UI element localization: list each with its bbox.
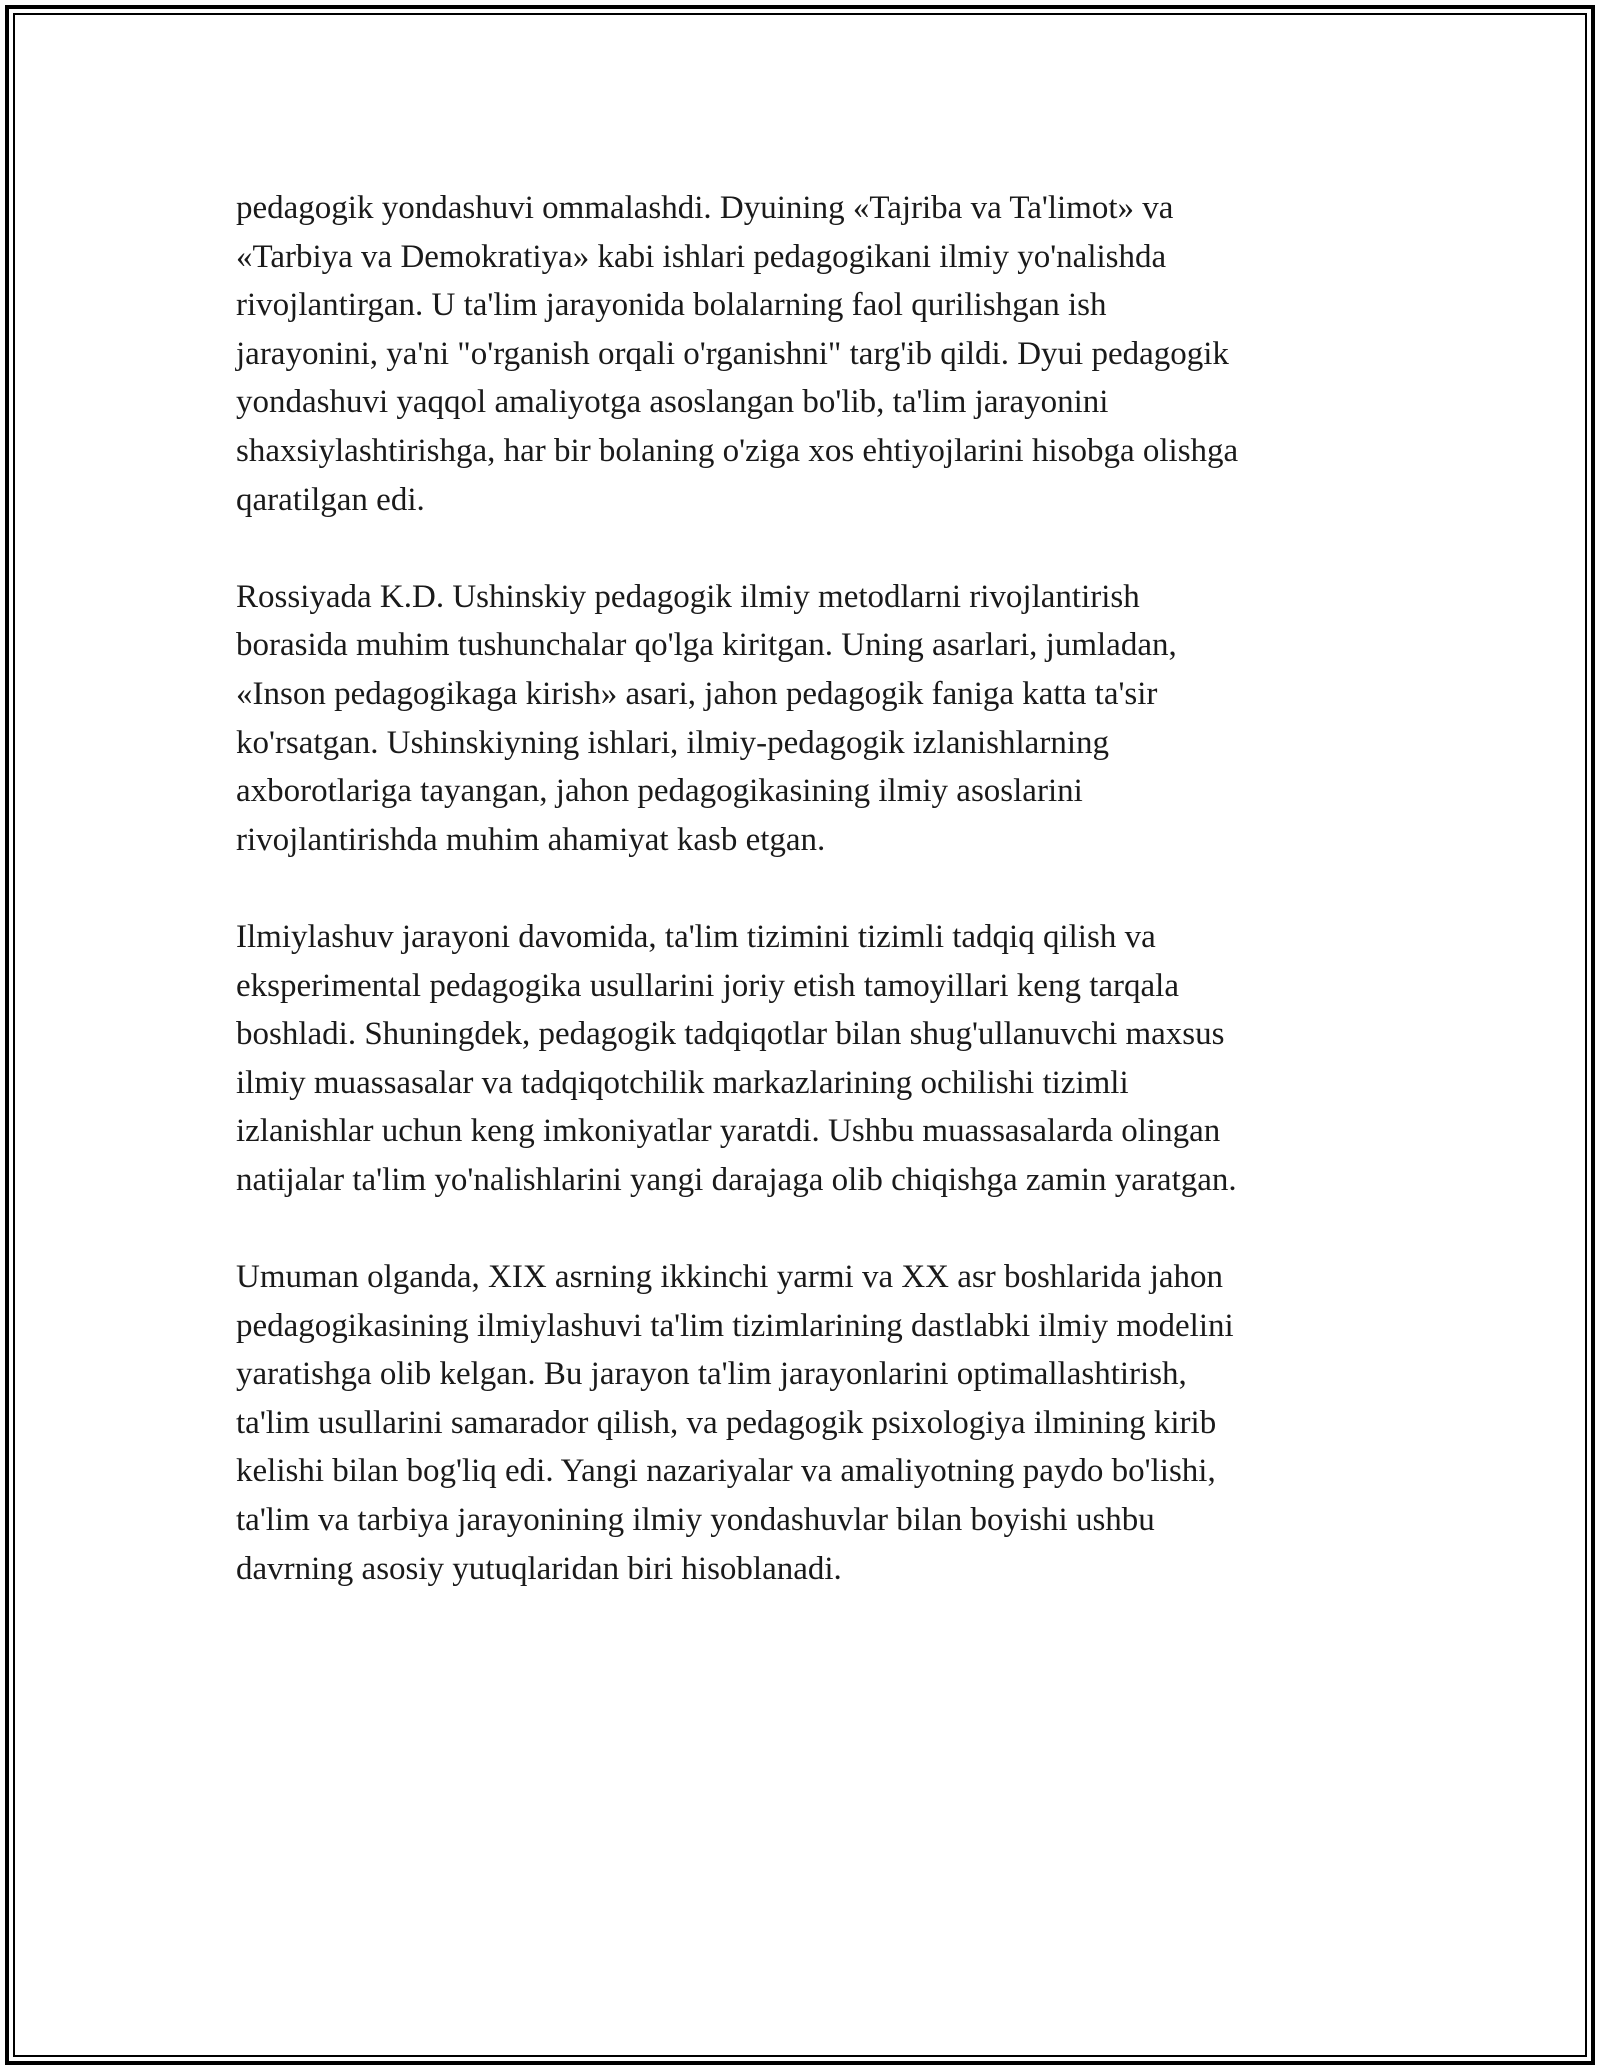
paragraph-2 [236,573,1376,865]
paragraph-4 [236,1253,1376,1593]
text-line: pedagogikasining ilmiylashuvi ta'lim tizimlarining dastlabki ilmiy modelini [236,1307,1234,1344]
text-line: borasida muhim tushunchalar qo'lga kiritgan. Uning asarlari, jumladan, [236,627,1177,664]
paragraph-3 [236,913,1376,1205]
text-line: rivojlantirgan. U ta'lim jarayonida bolalarning faol qurilishgan ish [236,287,1107,324]
text-line: natijalar ta'lim yo'nalishlarini yangi darajaga olib chiqishga zamin yaratgan. [236,1161,1237,1198]
text-line: «Inson pedagogikaga kirish» asari, jahon pedagogik faniga katta ta'sir [236,675,1158,712]
text-line: pedagogik yondashuvi ommalashdi. Dyuining «Tajriba va Ta'limot» va [236,190,1174,226]
text-line: shaxsiylashtirishga, har bir bolaning o'ziga xos ehtiyojlarini hisobga olishga [236,432,1239,469]
text-line: «Tarbiya va Demokratiya» kabi ishlari pedagogikani ilmiy yo'nalishda [236,238,1167,275]
text-line: axborotlariga tayangan, jahon pedagogikasining ilmiy asoslarini [236,773,1083,810]
text-line: eksperimental pedagogika usullarini joriy etish tamoyillari keng tarqala [236,967,1179,1004]
text-line: rivojlantirishda muhim ahamiyat kasb etgan. [236,821,826,858]
text-line: qaratilgan edi. [236,481,425,518]
text-line: Umuman olganda, XIX asrning ikkinchi yarmi va XX asr boshlarida jahon [236,1259,1224,1296]
text-line: davrning asosiy yutuqlaridan biri hisoblanadi. [236,1550,842,1587]
text-line: Ilmiylashuv jarayoni davomida, ta'lim tizimini tizimli tadqiq qilish va [236,918,1156,955]
text-line: ilmiy muassasalar va tadqiqotchilik markazlarining ochilishi tizimli [236,1064,1129,1101]
text-line: izlanishlar uchun keng imkoniyatlar yaratdi. Ushbu muassasalarda olingan [236,1113,1221,1150]
text-line: yaratishga olib kelgan. Bu jarayon ta'lim jarayonlarini optimallashtirish, [236,1356,1187,1393]
text-line: jarayonini, ya'ni "o'rganish orqali o'rganishni" targ'ib qildi. Dyui pedagogik [236,335,1229,372]
document-body [236,184,1376,1642]
text-line: ta'lim usullarini samarador qilish, va pedagogik psixologiya ilmining kirib [236,1404,1217,1441]
text-line: ta'lim va tarbiya jarayonining ilmiy yondashuvlar bilan boyishi ushbu [236,1502,1155,1539]
text-line: Rossiyada K.D. Ushinskiy pedagogik ilmiy metodlarni rivojlantirish [236,578,1140,615]
paragraph-1 [236,184,1376,524]
text-line: boshladi. Shuningdek, pedagogik tadqiqotlar bilan shug'ullanuvchi maxsus [236,1016,1225,1053]
text-line: kelishi bilan bog'liq edi. Yangi nazariyalar va amaliyotning paydo bo'lishi, [236,1453,1216,1490]
text-line: yondashuvi yaqqol amaliyotga asoslangan bo'lib, ta'lim jarayonini [236,384,1109,421]
text-line: ko'rsatgan. Ushinskiyning ishlari, ilmiy-pedagogik izlanishlarning [236,724,1109,761]
